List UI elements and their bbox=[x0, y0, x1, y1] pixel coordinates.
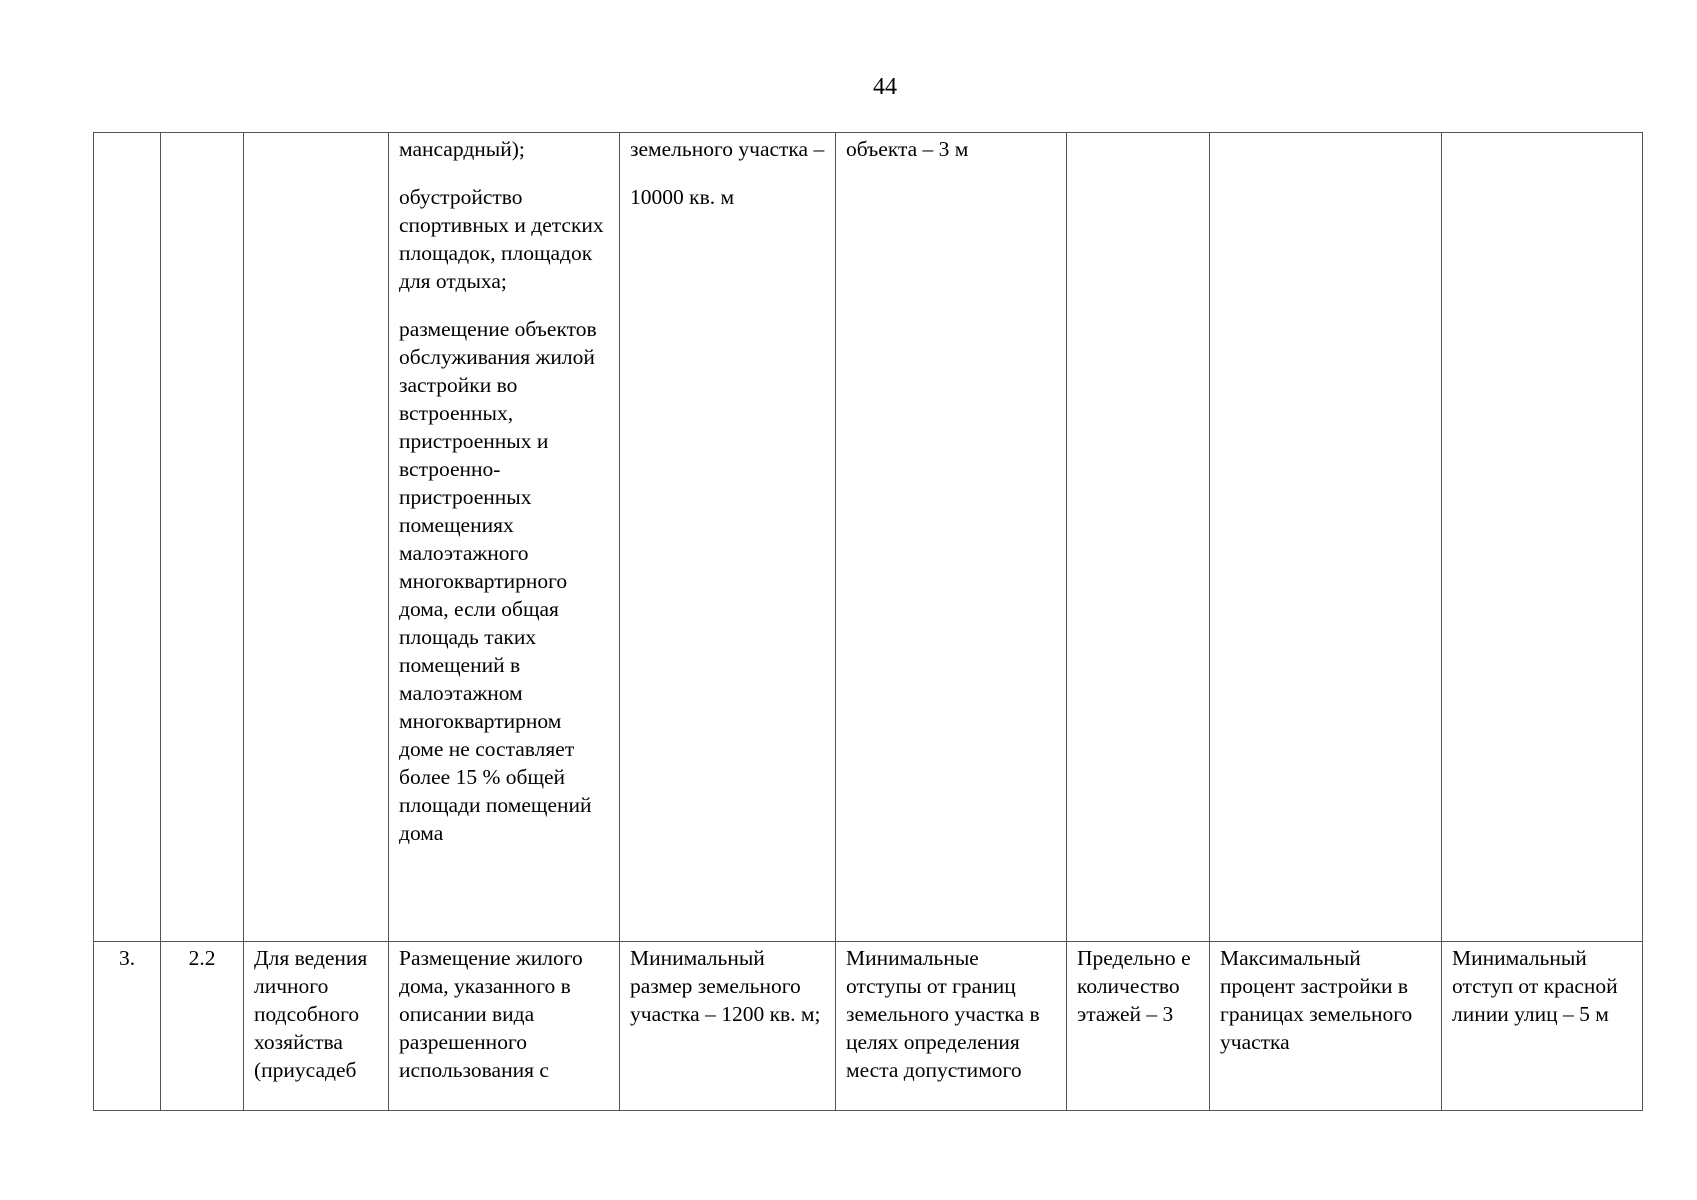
setbacks-text: объекта – 3 м bbox=[846, 137, 969, 161]
plot-size-paragraph: 10000 кв. м bbox=[630, 185, 735, 209]
plot-size-text: Минимальный размер земельного участка – 1200 кв. м; bbox=[630, 946, 821, 1026]
cell-plot-size bbox=[620, 942, 836, 1111]
cell-code bbox=[161, 133, 244, 942]
floors-text: Предельно е количество этажей – 3 bbox=[1077, 946, 1191, 1026]
zoning-regulations-table bbox=[93, 132, 1643, 1111]
cell-use-description bbox=[389, 133, 620, 942]
cell-coverage bbox=[1210, 133, 1442, 942]
cell-code bbox=[161, 942, 244, 1111]
row-number: 3. bbox=[118, 946, 136, 970]
cell-use-name bbox=[244, 133, 389, 942]
use-description-text: Размещение жилого дома, указанного в описании вида разрешенного использования с bbox=[399, 946, 583, 1082]
cell-plot-size bbox=[620, 133, 836, 942]
cell-number bbox=[94, 942, 161, 1111]
cell-number bbox=[94, 133, 161, 942]
table-row bbox=[94, 942, 1643, 1111]
cell-use-description bbox=[389, 942, 620, 1111]
cell-setbacks bbox=[836, 133, 1067, 942]
plot-size-paragraph: земельного участка – bbox=[630, 137, 825, 161]
use-description-paragraph: мансардный); bbox=[399, 137, 525, 161]
use-description-paragraph: размещение объектов обслуживания жилой застройки во встроенных, пристроенных и встроенно-пристроенных помещениях малоэтажного многоквартирного дома, если общая площадь таких помещений в малоэтажном многоквартирном доме не составляет более 15 % общей площади помещений дома bbox=[399, 317, 597, 845]
page-number: 44 bbox=[873, 74, 897, 100]
use-code: 2.2 bbox=[188, 946, 216, 970]
cell-setbacks bbox=[836, 942, 1067, 1111]
coverage-text: Максимальный процент застройки в границах земельного участка bbox=[1220, 946, 1413, 1054]
use-description-paragraph: обустройство спортивных и детских площадок, площадок для отдыха; bbox=[399, 185, 604, 293]
use-name-text: Для ведения личного подсобного хозяйства (приусадеб bbox=[254, 946, 368, 1082]
cell-floors bbox=[1067, 942, 1210, 1111]
cell-coverage bbox=[1210, 942, 1442, 1111]
cell-red-line bbox=[1442, 133, 1643, 942]
table-row-continuation bbox=[94, 133, 1643, 942]
cell-use-name bbox=[244, 942, 389, 1111]
setbacks-text: Минимальные отступы от границ земельного участка в целях определения места допустимого bbox=[846, 946, 1040, 1082]
cell-floors bbox=[1067, 133, 1210, 942]
cell-red-line bbox=[1442, 942, 1643, 1111]
red-line-text: Минимальный отступ от красной линии улиц – 5 м bbox=[1452, 946, 1618, 1026]
